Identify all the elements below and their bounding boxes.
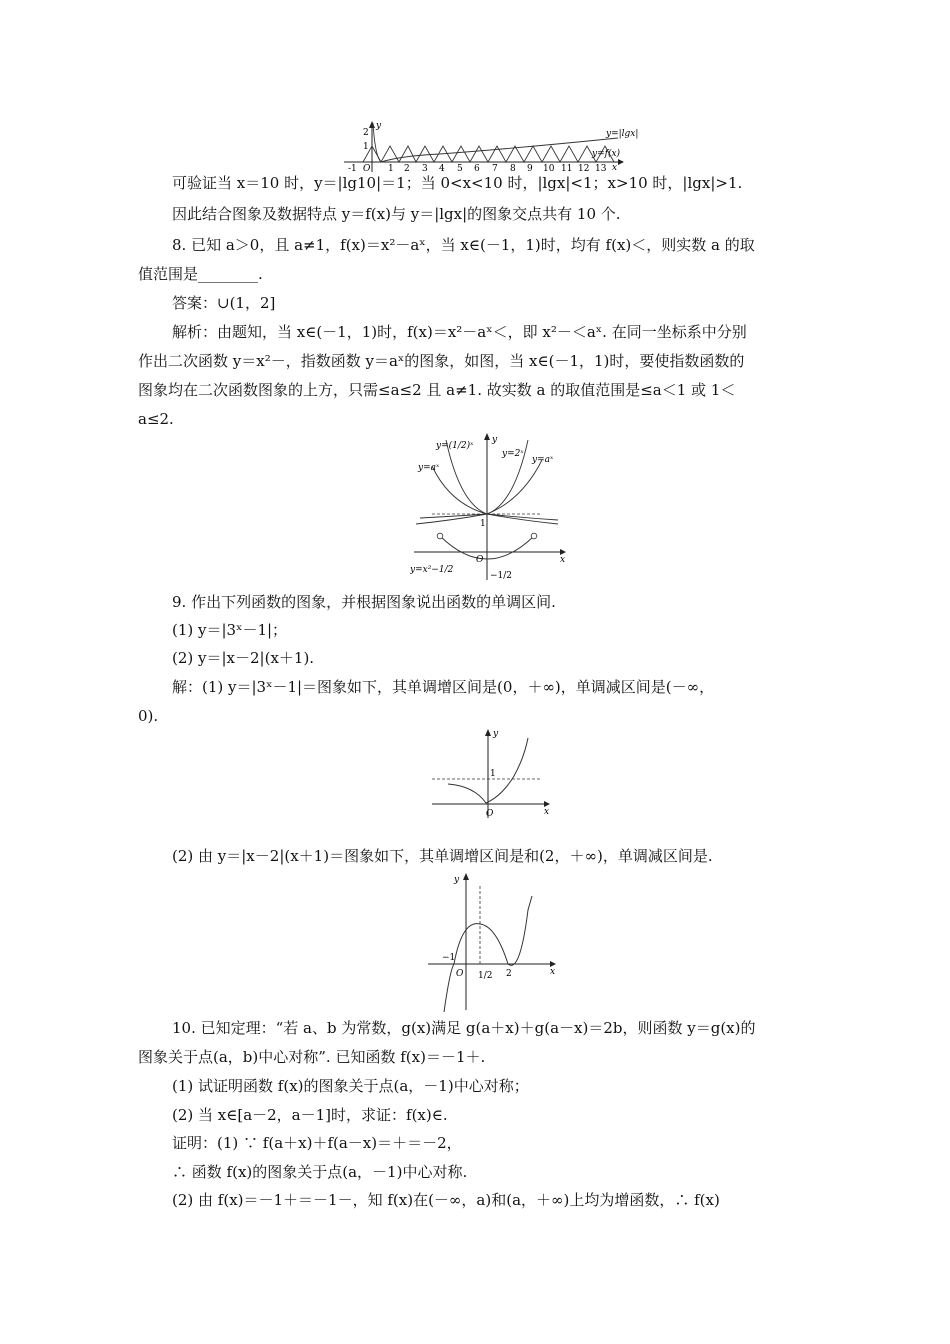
fig1-y-tick: 2 bbox=[363, 128, 369, 138]
fig3-origin: O bbox=[486, 809, 494, 819]
fig1-x-tick: 11 bbox=[561, 164, 573, 174]
fig1-x-tick: 2 bbox=[404, 164, 410, 174]
fig1-x-tick: -1 bbox=[348, 164, 357, 174]
answer-line: 答案：∪(1，2] bbox=[172, 294, 276, 312]
fig2-parabola-label: y=x²−1/2 bbox=[410, 565, 454, 575]
fig1-y-tick: 1 bbox=[363, 142, 369, 152]
fig1-x-tick: 9 bbox=[527, 164, 533, 174]
problem-8-line: 值范围是________. bbox=[138, 265, 263, 283]
fig3-y-axis-label: y bbox=[493, 729, 499, 739]
fig1-f-label: y=f(x) bbox=[592, 149, 621, 159]
problem-10-line: 图象关于点(a，b)中心对称”. 已知函数 f(x)＝－1＋. bbox=[138, 1048, 486, 1066]
problem-9-part: (1) y＝|3ˣ－1|； bbox=[172, 621, 288, 639]
fig1-origin: O bbox=[363, 164, 371, 174]
fig4-y-axis-label: y bbox=[454, 875, 460, 885]
problem-8-line: 8. 已知 a＞0，且 a≠1，f(x)＝x²－aˣ，当 x∈(－1，1)时，均有 f(x)＜，则实数 a 的取 bbox=[172, 236, 755, 254]
text-line: 可验证当 x＝10 时，y＝|lg10|＝1；当 0<x<10 时，|lgx|<1；x>10 时，|lgx|>1. bbox=[172, 174, 743, 192]
solution-line: (2) 由 y＝|x－2|(x＋1)＝图象如下，其单调增区间是和(2，＋∞)，单调减区间是. bbox=[172, 847, 713, 865]
fig1-x-tick: 3 bbox=[422, 164, 428, 174]
fig1-x-tick: 1 bbox=[388, 164, 394, 174]
solution-line: 0). bbox=[138, 707, 159, 725]
fig4-label-half: 1/2 bbox=[478, 971, 493, 981]
fig1-x-tick: 7 bbox=[492, 164, 498, 174]
proof-line: (2) 由 f(x)＝－1＋＝－1－，知 f(x)在(－∞，a)和(a，＋∞)上均为增函数，∴ f(x) bbox=[172, 1191, 720, 1209]
analysis-line: 作出二次函数 y＝x²－，指数函数 y＝aˣ的图象，如图，当 x∈(－1，1)时，要使指数函数的 bbox=[138, 352, 745, 370]
fig3-x-axis-label: x bbox=[544, 807, 550, 817]
fig4-label-m1: −1 bbox=[442, 953, 456, 963]
fig3-label-one: 1 bbox=[490, 769, 496, 779]
fig2-min-label: −1/2 bbox=[490, 571, 513, 581]
problem-9-part: (2) y＝|x－2|(x＋1). bbox=[172, 649, 315, 667]
fig1-x-tick: 5 bbox=[457, 164, 463, 174]
fig2-label-ax-left: y=aˣ bbox=[418, 463, 440, 473]
fig4-x-axis-label: x bbox=[550, 967, 556, 977]
proof-line: 证明：(1) ∵ f(a＋x)＋f(a－x)＝＋＝－2， bbox=[172, 1134, 462, 1152]
fig4-origin: O bbox=[456, 969, 464, 979]
fig1-x-tick: 12 bbox=[578, 164, 590, 174]
fig1-x-tick: 6 bbox=[474, 164, 480, 174]
problem-9-line: 9. 作出下列函数的图象，并根据图象说出函数的单调区间. bbox=[172, 593, 556, 611]
analysis-line: 图象均在二次函数图象的上方，只需≤a≤2 且 a≠1. 故实数 a 的取值范围是≤a＜1 或 1＜ bbox=[138, 381, 736, 399]
fig1-x-axis-label: x bbox=[612, 163, 618, 173]
fig2-label-one: 1 bbox=[480, 519, 486, 529]
analysis-line: 解析：由题知，当 x∈(－1，1)时，f(x)＝x²－aˣ＜，即 x²－＜aˣ. 在同一坐标系中分别 bbox=[172, 323, 747, 341]
fig1-x-tick: 4 bbox=[439, 164, 445, 174]
solution-line: 解：(1) y＝|3ˣ－1|＝图象如下，其单调增区间是(0，＋∞)，单调减区间是(－∞， bbox=[172, 678, 715, 696]
figure-exponential-parabola bbox=[410, 432, 575, 582]
fig2-label-half-x: y=(1/2)ˣ bbox=[436, 441, 474, 451]
problem-10-part: (2) 当 x∈[a－2，a－1]时，求证：f(x)∈. bbox=[172, 1106, 448, 1124]
fig2-label-2x: y=2ˣ bbox=[502, 449, 524, 459]
fig1-x-tick: 13 bbox=[595, 164, 607, 174]
fig1-x-tick: 10 bbox=[543, 164, 555, 174]
analysis-line: a≤2. bbox=[138, 410, 174, 428]
fig1-x-tick: 8 bbox=[510, 164, 516, 174]
problem-10-part: (1) 试证明函数 f(x)的图象关于点(a，－1)中心对称； bbox=[172, 1077, 529, 1095]
fig1-y-axis-label: y bbox=[376, 121, 382, 131]
text-line: 因此结合图象及数据特点 y＝f(x)与 y＝|lgx|的图象交点共有 10 个. bbox=[172, 205, 621, 223]
fig2-y-axis-label: y bbox=[492, 435, 498, 445]
fig2-origin: O bbox=[476, 555, 484, 565]
fig4-label-two: 2 bbox=[506, 969, 512, 979]
figure-lg-intersections bbox=[340, 118, 640, 174]
fig2-x-axis-label: x bbox=[560, 555, 566, 565]
fig1-lg-label: y=|lgx| bbox=[606, 129, 639, 139]
proof-line: ∴ 函数 f(x)的图象关于点(a，－1)中心对称. bbox=[172, 1163, 468, 1181]
problem-10-line: 10. 已知定理：“若 a、b 为常数，g(x)满足 g(a＋x)＋g(a－x)＝2b，则函数 y＝g(x)的 bbox=[172, 1019, 756, 1037]
figure-abs-3x bbox=[428, 726, 558, 822]
figure-abs-cubic bbox=[424, 870, 564, 1016]
fig2-label-ax-right: y=aˣ bbox=[532, 455, 554, 465]
